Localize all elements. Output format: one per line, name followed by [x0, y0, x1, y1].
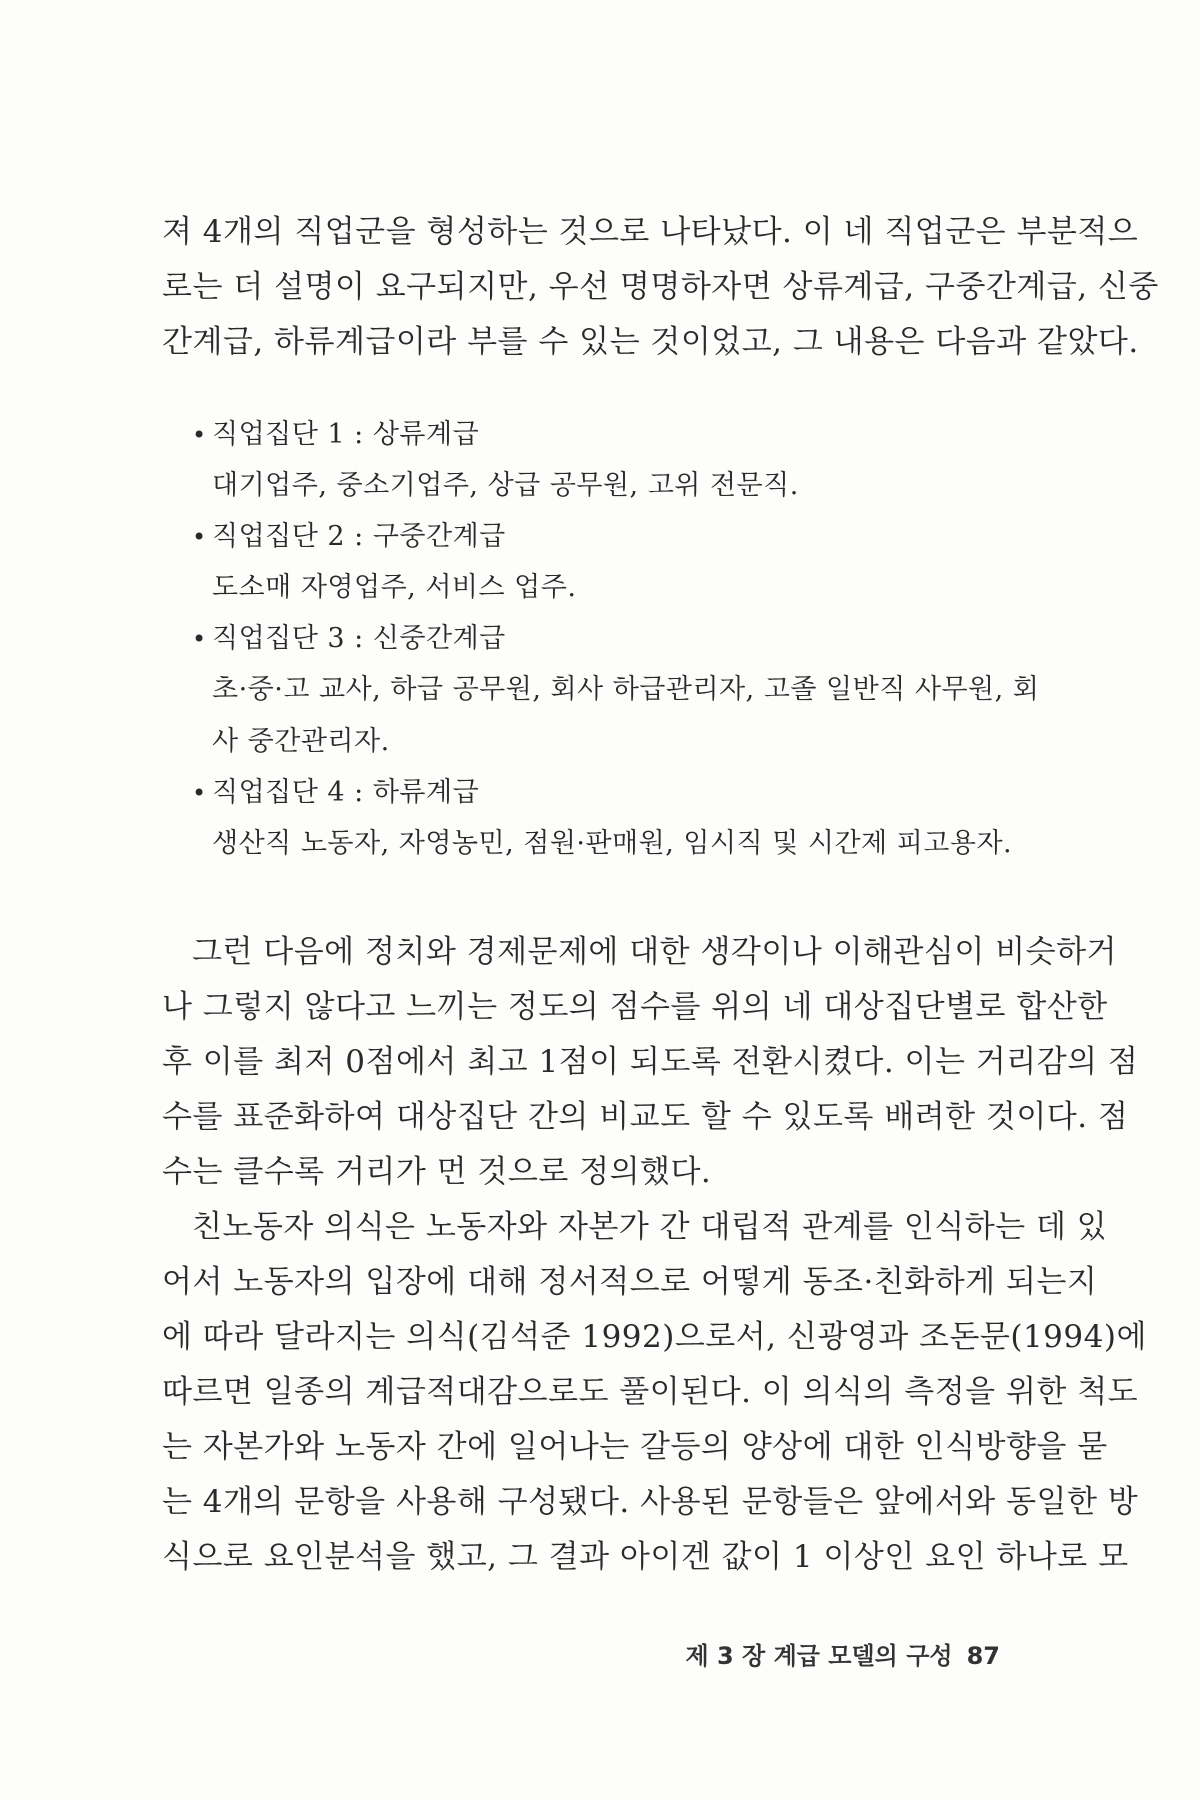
text-line: 는 4개의 문항을 사용해 구성됐다. 사용된 문항들은 앞에서와 동일한 방 [162, 1484, 1139, 1520]
text-line: 간계급, 하류계급이라 부를 수 있는 것이었고, 그 내용은 다음과 같았다. [162, 324, 1139, 360]
group-heading-text: 직업집단 3 : 신중간계급 [212, 623, 506, 654]
text-line: 에 따라 달라지는 의식(김석준 1992)으로서, 신광영과 조돈문(1994)에 [162, 1319, 1147, 1355]
group-heading [192, 512, 1042, 562]
text-line: 후 이를 최저 0점에서 최고 1점이 되도록 전환시켰다. 이는 거리감의 점 [162, 1044, 1139, 1080]
text-line: 수는 클수록 거리가 먼 것으로 정의했다. [162, 1154, 712, 1190]
bullet-icon: • [192, 779, 207, 807]
text-line: 져 4개의 직업군을 형성하는 것으로 나타났다. 이 네 직업군은 부분적으 [162, 214, 1139, 250]
page-number: 87 [966, 1642, 1000, 1670]
group-heading [192, 410, 1042, 460]
group-heading-text: 직업집단 4 : 하류계급 [212, 777, 480, 808]
text-line: 그런 다음에 정치와 경제문제에 대한 생각이나 이해관심이 비슷하거 [192, 934, 1117, 970]
group-description [192, 460, 1042, 512]
text-line: 친노동자 의식은 노동자와 자본가 간 대립적 관계를 인식하는 데 있 [192, 1209, 1108, 1245]
paragraph-pro-labor-consciousness [162, 1200, 1147, 1585]
group-description [192, 818, 1042, 870]
group-description [192, 562, 1042, 614]
group-heading [192, 614, 1042, 664]
text-line: 수를 표준화하여 대상집단 간의 비교도 할 수 있도록 배려한 것이다. 점 [162, 1099, 1129, 1135]
group-heading [192, 768, 1042, 818]
bullet-icon: • [192, 421, 207, 449]
page-footer [685, 1636, 1000, 1671]
text-line: 로는 더 설명이 요구되지만, 우선 명명하자면 상류계급, 구중간계급, 신중 [162, 269, 1159, 305]
group-description [192, 664, 1042, 768]
paragraph-score-normalization [162, 925, 1139, 1200]
body-text [162, 925, 1147, 1585]
list-item [192, 410, 1042, 512]
text-line: 식으로 요인분석을 했고, 그 결과 아이겐 값이 1 이상인 요인 하나로 모 [162, 1539, 1129, 1575]
text-line: 어서 노동자의 입장에 대해 정서적으로 어떻게 동조·친화하게 되는지 [162, 1264, 1098, 1300]
occupation-group-list [192, 410, 1042, 870]
bullet-icon: • [192, 625, 207, 653]
text-line: 사 중간관리자. [212, 726, 390, 757]
text-line: 따르면 일종의 계급적대감으로도 풀이된다. 이 의식의 측정을 위한 척도 [162, 1374, 1139, 1410]
text-line: 는 자본가와 노동자 간에 일어나는 갈등의 양상에 대한 인식방향을 묻 [162, 1429, 1108, 1465]
text-line: 대기업주, 중소기업주, 상급 공무원, 고위 전문직. [212, 470, 799, 501]
list-item [192, 614, 1042, 768]
bullet-icon: • [192, 523, 207, 551]
text-line: 도소매 자영업주, 서비스 업주. [212, 572, 577, 603]
intro-paragraph [162, 205, 1159, 370]
text-line: 나 그렇지 않다고 느끼는 정도의 점수를 위의 네 대상집단별로 합산한 [162, 989, 1108, 1025]
list-item [192, 768, 1042, 870]
chapter-title: 제 3 장 계급 모델의 구성 [685, 1642, 953, 1670]
group-heading-text: 직업집단 2 : 구중간계급 [212, 521, 506, 552]
list-item [192, 512, 1042, 614]
group-heading-text: 직업집단 1 : 상류계급 [212, 419, 480, 450]
text-line: 초·중·고 교사, 하급 공무원, 회사 하급관리자, 고졸 일반직 사무원, 회 [212, 674, 1040, 705]
text-line: 생산직 노동자, 자영농민, 점원·판매원, 임시직 및 시간제 피고용자. [212, 828, 1013, 859]
